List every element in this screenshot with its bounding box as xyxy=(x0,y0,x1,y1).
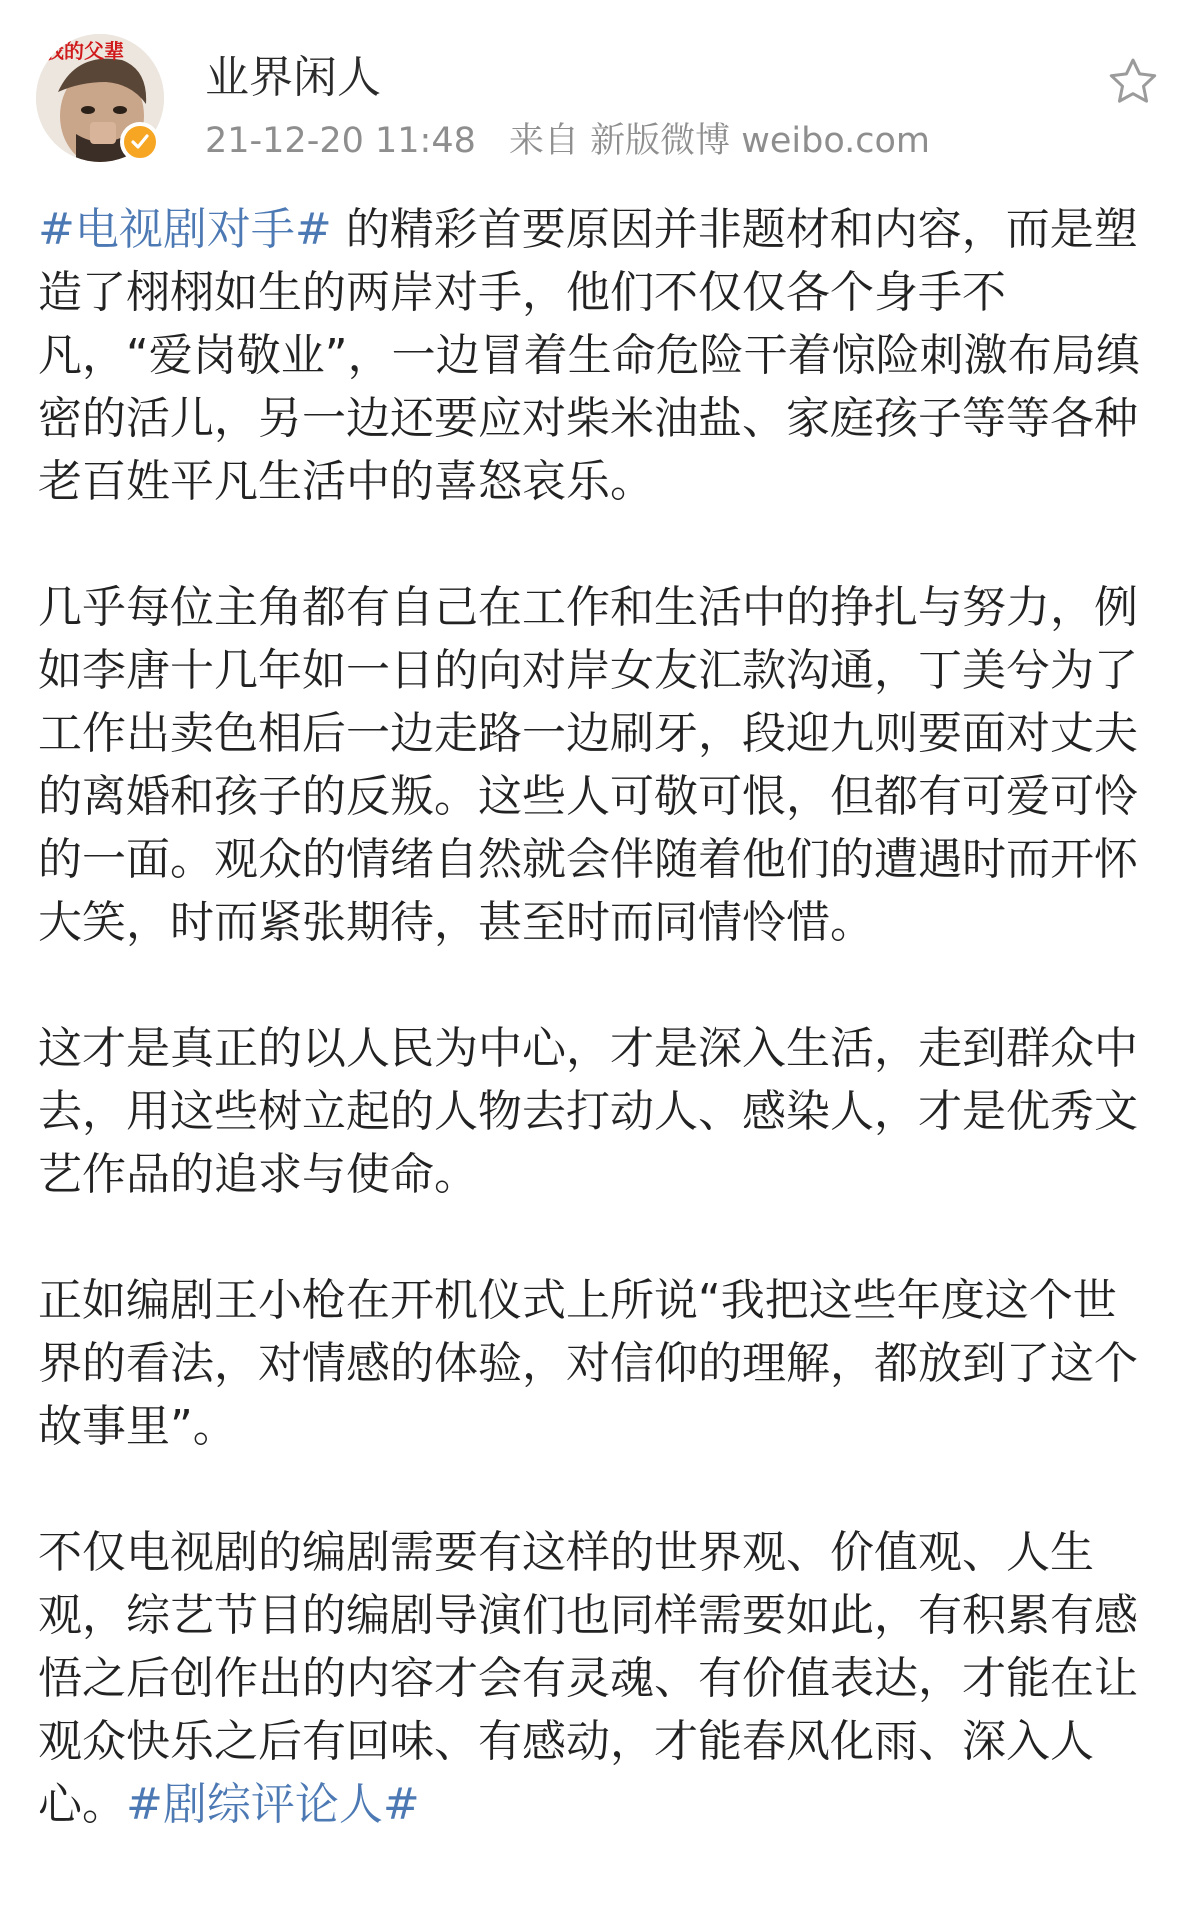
post-paragraph-3 xyxy=(38,1017,1158,1206)
hashtag-link-juzong-pinglunren[interactable]: #剧综评论人# xyxy=(126,1779,420,1830)
username[interactable]: 业界闲人 xyxy=(205,52,381,103)
paragraph-text: 不仅电视剧的编剧需要有这样的世界观、价值观、人生观，综艺节目的编剧导演们也同样需要如此，有积累有感悟之后创作出的内容才会有灵魂、有价值表达，才能在让观众快乐之后有回味、有感动，才能春风化雨、深入人心。 xyxy=(38,1527,1138,1830)
post-source[interactable]: 来自 新版微博 weibo.com xyxy=(509,121,931,161)
post-paragraph-4 xyxy=(38,1269,1158,1458)
paragraph-text: 的精彩首要原因并非题材和内容，而是塑造了栩栩如生的两岸对手，他们不仅仅各个身手不凡，“爱岗敬业”，一边冒着生命危险干着惊险刺激布局缜密的活儿，另一边还要应对柴米油盐、家庭孩子等等各种老百姓平凡生活中的喜怒哀乐。 xyxy=(38,204,1140,507)
paragraph-text: 正如编剧王小枪在开机仪式上所说“我把这些年度这个世界的看法，对情感的体验，对信仰的理解，都放到了这个故事里”。 xyxy=(38,1275,1138,1452)
post-header xyxy=(0,0,1191,170)
post-meta xyxy=(205,116,952,166)
post-body xyxy=(38,198,1158,1899)
star-outline-icon[interactable] xyxy=(1105,54,1161,110)
post-paragraph-1 xyxy=(38,198,1158,513)
post-paragraph-5 xyxy=(38,1521,1158,1836)
verified-check-icon xyxy=(120,122,160,162)
paragraph-text: 这才是真正的以人民为中心，才是深入生活，走到群众中去，用这些树立起的人物去打动人、感染人，才是优秀文艺作品的追求与使命。 xyxy=(38,1023,1138,1200)
avatar-logo-text: 我的父辈 xyxy=(44,39,124,63)
paragraph-text: 几乎每位主角都有自己在工作和生活中的挣扎与努力，例如李唐十几年如一日的向对岸女友汇款沟通，丁美兮为了工作出卖色相后一边走路一边刷牙，段迎九则要面对丈夫的离婚和孩子的反叛。这些人可敬可恨，但都有可爱可怜的一面。观众的情绪自然就会伴随着他们的遭遇时而开怀大笑，时而紧张期待，甚至时而同情怜惜。 xyxy=(38,582,1138,948)
post-timestamp: 21-12-20 11:48 xyxy=(205,121,476,161)
hashtag-link-dianshiju-duishou[interactable]: #电视剧对手# xyxy=(38,204,332,255)
post-paragraph-2 xyxy=(38,576,1158,954)
